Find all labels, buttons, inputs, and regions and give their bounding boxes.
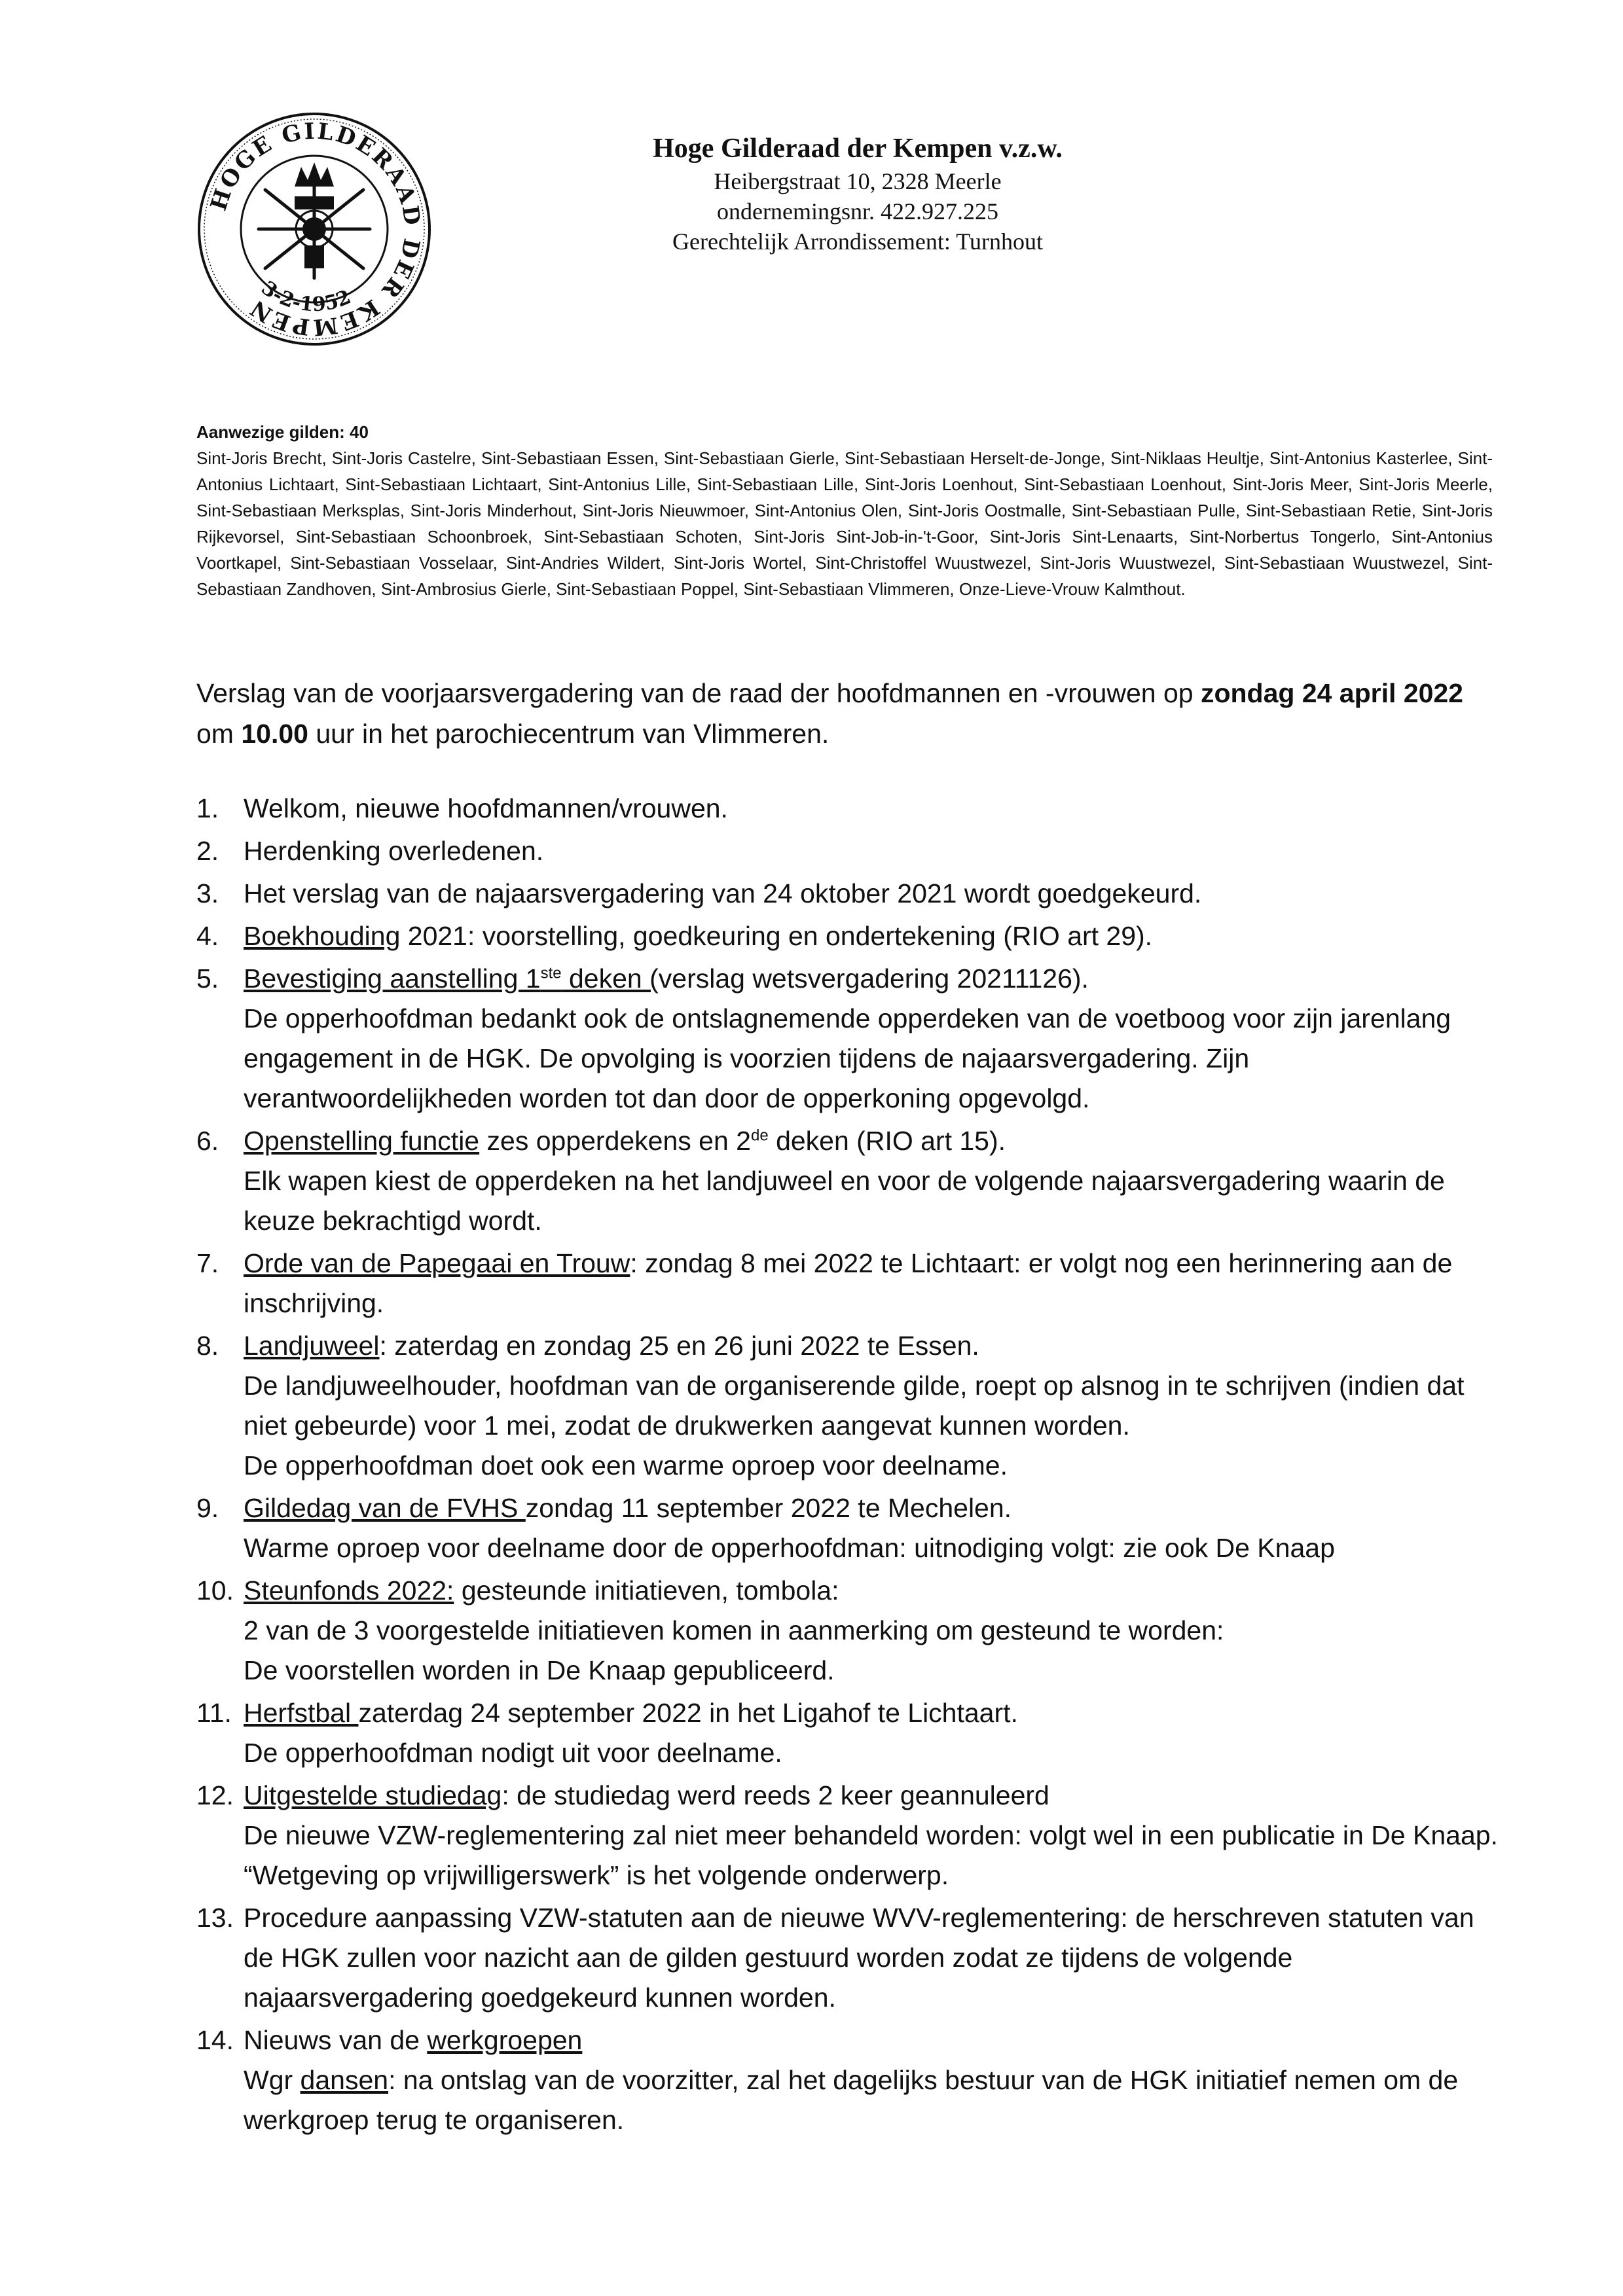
agenda-item-10: [196, 1571, 1506, 1691]
agenda-item-12: [196, 1776, 1506, 1895]
agenda-detail: [244, 2060, 1506, 2140]
agenda-text-b: deken (RIO art 15).: [768, 1126, 1006, 1156]
agenda-detail-b: : na ontslag van de voorzitter, zal het dagelijks bestuur van de HGK initiatief nemen om de werkgroep terug te organiseren.: [244, 2065, 1459, 2135]
agenda-item-8: [196, 1326, 1506, 1486]
agenda-underlined: Orde van de Papegaai en Trouw: [244, 1248, 630, 1278]
agenda-text: Herdenking overledenen.: [244, 836, 544, 866]
agenda-detail: De nieuwe VZW-reglementering zal niet meer behandeld worden: volgt wel in een publicatie in De Knaap.: [244, 1820, 1498, 1850]
agenda-text: gesteunde initiatieven, tombola:: [454, 1575, 839, 1605]
agenda-text: Het verslag van de najaarsvergadering van 24 oktober 2021 wordt goedgekeurd.: [244, 878, 1202, 908]
agenda-text: 2021: voorstelling, goedkeuring en ondertekening (RIO art 29).: [400, 921, 1153, 951]
agenda-item-9: [196, 1488, 1506, 1568]
agenda-text: verslag wetsvergadering 20211126).: [658, 963, 1089, 994]
agenda-item-3: [196, 874, 1506, 914]
agenda-list: [196, 789, 1506, 2143]
judicial-district: Gerechtelijk Arrondissement: Turnhout: [672, 228, 1043, 255]
agenda-number: 3.: [196, 878, 219, 908]
agenda-underlined: Openstelling functie: [244, 1126, 480, 1156]
agenda-underlined: Herfstbal: [244, 1698, 359, 1728]
agenda-underlined-b: deken (: [561, 963, 659, 994]
agenda-text: : zondag 8 mei 2022 te Lichtaart: er volgt nog een herinnering aan de inschrijving.: [244, 1248, 1453, 1318]
agenda-underlined-a: Bevestiging aanstelling 1: [244, 963, 541, 994]
agenda-detail-a: Wgr: [244, 2065, 301, 2095]
agenda-number: 1.: [196, 793, 219, 823]
agenda-item-5: [196, 959, 1506, 1119]
company-number: ondernemingsnr. 422.927.225: [717, 198, 998, 224]
agenda-item-14: [196, 2020, 1506, 2140]
agenda-underlined: Uitgestelde studiedag: [244, 1780, 502, 1810]
agenda-item-4: [196, 916, 1506, 956]
agenda-item-6: [196, 1121, 1506, 1241]
agenda-underlined: Gildedag van de FVHS: [244, 1493, 526, 1523]
agenda-number: 10.: [196, 1575, 234, 1605]
agenda-item-13: [196, 1898, 1506, 2018]
agenda-number: 13.: [196, 1903, 234, 1933]
agenda-number: 2.: [196, 836, 219, 866]
agenda-number: 9.: [196, 1493, 219, 1523]
intro-time: 10.00: [241, 719, 308, 749]
agenda-detail: Elk wapen kiest de opperdeken na het landjuweel en voor de volgende najaarsvergadering waarin de keuze bekrachtigd wordt.: [244, 1166, 1445, 1236]
agenda-number: 11.: [196, 1698, 232, 1728]
attendance-list: Sint-Joris Brecht, Sint-Joris Castelre, Sint-Sebastiaan Essen, Sint-Sebastiaan Gierle, Sint-Sebastiaan Herselt-de-Jonge, Sint-Niklaas Heultje, Sint-Antonius Kasterlee, Sint-Antonius Lichtaart, Sint-Sebastiaan Lichtaart, Sint-Antonius Lille, Sint-Sebastiaan Lille, Sint-Joris Loenhout, Sint-Sebastiaan Loenhout, Sint-Joris Meer, Sint-Joris Meerle, Sint-Sebastiaan Merksplas, Sint-Joris Minderhout, Sint-Joris Nieuwmoer, Sint-Antonius Olen, Sint-Joris Oostmalle, Sint-Sebastiaan Pulle, Sint-Sebastiaan Retie, Sint-Joris Rijkevorsel, Sint-Sebastiaan Schoonbroek, Sint-Sebastiaan Schoten, Sint-Joris Sint-Job-in-'t-Goor, Sint-Joris Sint-Lenaarts, Sint-Norbertus Tongerlo, Sint-Antonius Voortkapel, Sint-Sebastiaan Vosselaar, Sint-Andries Wildert, Sint-Joris Wortel, Sint-Christoffel Wuustwezel, Sint-Joris Wuustwezel, Sint-Sebastiaan Wuustwezel, Sint-Sebastiaan Zandhoven, Sint-Ambrosius Gierle, Sint-Sebastiaan Poppel, Sint-Sebastiaan Vlimmeren, Onze-Lieve-Vrouw Kalmthout.: [196, 448, 1493, 599]
agenda-underlined: Steunfonds 2022:: [244, 1575, 454, 1605]
agenda-number: 8.: [196, 1331, 219, 1361]
intro-text-b: om: [196, 719, 242, 749]
agenda-text-a: zes opperdekens en 2: [479, 1126, 751, 1156]
agenda-text: zondag 11 september 2022 te Mechelen.: [525, 1493, 1012, 1523]
attendance-heading: Aanwezige gilden: 40: [196, 422, 369, 442]
organization-name: Hoge Gilderaad der Kempen v.z.w.: [653, 134, 1063, 164]
intro-date: zondag 24 april 2022: [1200, 678, 1463, 708]
agenda-number: 7.: [196, 1248, 219, 1278]
agenda-text: Nieuws van de: [244, 2025, 428, 2055]
intro-text-c: uur in het parochiecentrum van Vlimmeren.: [308, 719, 830, 749]
agenda-detail: De landjuweelhouder, hoofdman van de organiserende gilde, roept op alsnog in te schrijven (indien dat niet gebeurde) voor 1 mei, zodat de drukwerken aangevat kunnen worden.: [244, 1371, 1465, 1441]
agenda-underlined: Landjuweel: [244, 1331, 380, 1361]
agenda-detail: De voorstellen worden in De Knaap gepubliceerd.: [244, 1655, 835, 1685]
agenda-number: 4.: [196, 921, 219, 951]
agenda-number: 14.: [196, 2025, 234, 2055]
agenda-text: Procedure aanpassing VZW-statuten aan de nieuwe WVV-reglementering: de herschreven statuten van de HGK zullen voor nazicht aan de gilden gestuurd worden zodat ze tijdens de volgende najaarsvergadering goedgekeurd kunnen worden.: [244, 1903, 1474, 2013]
organization-address: Heibergstraat 10, 2328 Meerle: [714, 168, 1002, 194]
agenda-detail: Warme oproep voor deelname door de opperhoofdman: uitnodiging volgt: zie ook De Knaap: [244, 1533, 1335, 1563]
guild-seal-logo: [196, 111, 432, 347]
agenda-underlined: werkgroepen: [427, 2025, 583, 2055]
agenda-detail: De opperhoofdman nodigt uit voor deelname.: [244, 1738, 782, 1768]
agenda-item-2: [196, 831, 1506, 871]
agenda-text: : de studiedag werd reeds 2 keer geannuleerd: [501, 1780, 1049, 1810]
ordinal-suffix: de: [750, 1126, 769, 1145]
agenda-number: 6.: [196, 1126, 219, 1156]
agenda-detail: 2 van de 3 voorgestelde initiatieven komen in aanmerking om gesteund te worden:: [244, 1615, 1224, 1645]
agenda-underlined: [244, 963, 659, 994]
attendance-section: [196, 419, 1493, 602]
report-intro: [196, 673, 1493, 754]
letterhead: [563, 131, 1152, 257]
agenda-item-1: [196, 789, 1506, 829]
agenda-underlined: Boekhouding: [244, 921, 401, 951]
agenda-item-7: [196, 1244, 1506, 1323]
agenda-number: 5.: [196, 963, 219, 994]
agenda-number: 12.: [196, 1780, 234, 1810]
agenda-detail-underlined: dansen: [300, 2065, 389, 2095]
seal-ring-text: HOGE GILDERAAD DER KEMPEN: [205, 118, 426, 341]
agenda-text: zaterdag 24 september 2022 in het Ligahof te Lichtaart.: [358, 1698, 1018, 1728]
seal-date: 3-2-1952: [257, 276, 355, 317]
intro-text-a: Verslag van de voorjaarsvergadering van de raad der hoofdmannen en -vrouwen op: [196, 678, 1201, 708]
ordinal-suffix: ste: [540, 964, 562, 982]
agenda-detail: De opperhoofdman doet ook een warme oproep voor deelname.: [244, 1450, 1008, 1480]
agenda-detail: “Wetgeving op vrijwilligerswerk” is het volgende onderwerp.: [244, 1860, 949, 1890]
agenda-text: : zaterdag en zondag 25 en 26 juni 2022 te Essen.: [379, 1331, 979, 1361]
agenda-text: Welkom, nieuwe hoofdmannen/vrouwen.: [244, 793, 728, 823]
agenda-detail: De opperhoofdman bedankt ook de ontslagnemende opperdeken van de voetboog voor zijn jarenlang engagement in de HGK. De opvolging is voorzien tijdens de najaarsvergadering. Zijn verantwoordelijkheden worden tot dan door de opperkoning opgevolgd.: [244, 1003, 1451, 1113]
agenda-item-11: [196, 1693, 1506, 1773]
